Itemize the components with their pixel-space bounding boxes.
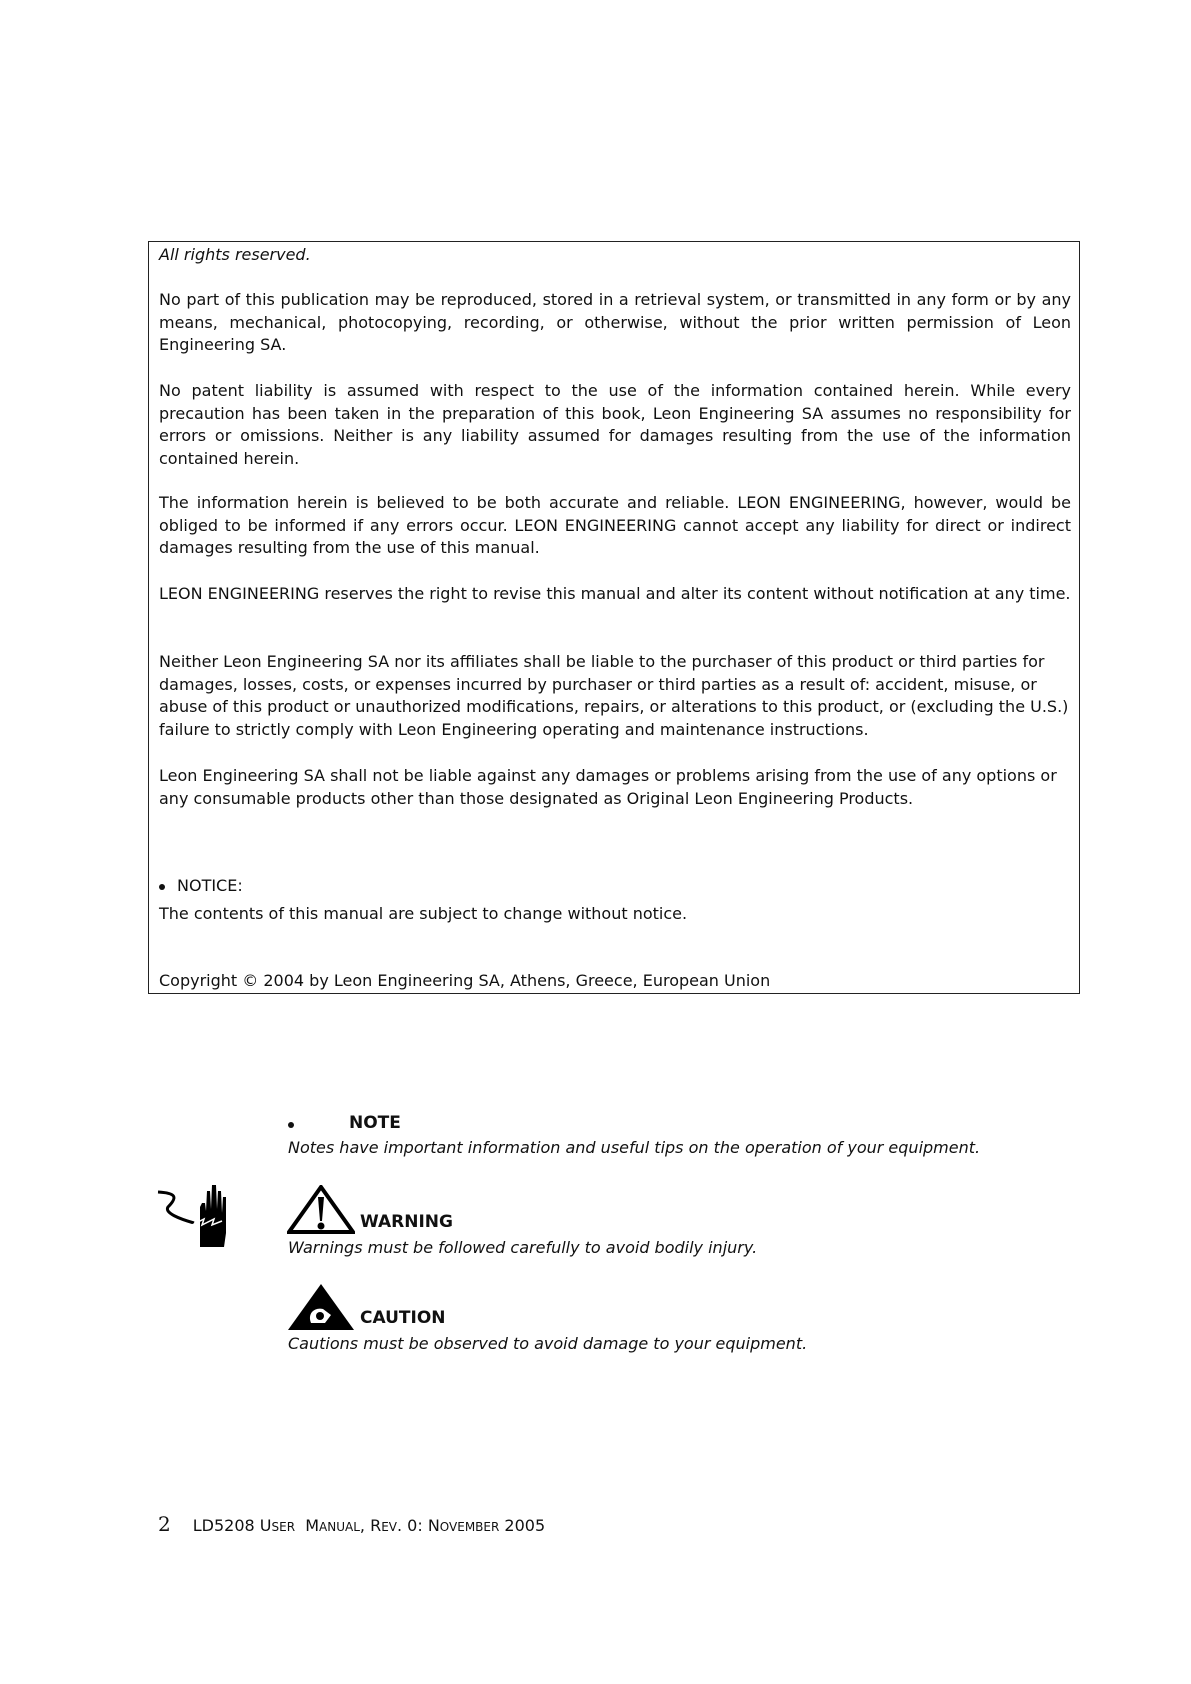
footer-text: U <box>259 1516 272 1535</box>
warning-label-text: WARNING <box>360 1212 453 1232</box>
paragraph: LEON ENGINEERING reserves the right to revise this manual and alter its content without notification at any time. <box>159 584 1071 603</box>
footer-text: M <box>305 1516 320 1535</box>
caution-label <box>360 1308 446 1328</box>
esd-caution-icon <box>287 1283 355 1331</box>
paragraph: The information herein is believed to be both accurate and reliable. LEON ENGINEERING, however, would be obliged to be informed if any errors occur. LEON ENGINEERING cannot accept any liability for direct or indirect damages resulting from the use of this manual. <box>159 493 1071 558</box>
page-number: 2 <box>158 1512 171 1536</box>
footer-text: . 0: <box>397 1516 428 1535</box>
copyright-box <box>148 241 1080 994</box>
bullet-icon <box>288 1122 294 1128</box>
footer-text: ANUAL <box>319 1520 360 1534</box>
caution-label-text: CAUTION <box>360 1308 446 1328</box>
footer-text: SER <box>271 1520 296 1534</box>
warning-label <box>360 1212 453 1232</box>
warning-triangle-icon <box>287 1185 355 1235</box>
footer-text: EV <box>381 1520 397 1534</box>
footer-text: N <box>427 1516 440 1535</box>
paragraph: Neither Leon Engineering SA nor its affiliates shall be liable to the purchaser of this product or third parties for damages, losses, costs, or expenses incurred by purchaser or third parties as a result of: accident, misuse, or abuse of this product or unauthorized modifications, repairs, or alterations to this product, or (excluding the U.S.) failure to strictly comply with Leon Engineering operating and maintenance instructions. <box>159 652 1069 740</box>
page-footer <box>158 1512 545 1536</box>
footer-text: 2005 <box>499 1516 546 1535</box>
footer-text: LD5208 <box>192 1516 260 1535</box>
copyright-line: Copyright © 2004 by Leon Engineering SA, Athens, Greece, European Union <box>159 971 771 990</box>
footer-text: OVEMBER <box>439 1520 500 1534</box>
caution-text: Cautions must be observed to avoid damage to your equipment. <box>288 1334 808 1353</box>
paragraph: No part of this publication may be reproduced, stored in a retrieval system, or transmitted in any form or by any means, mechanical, photocopying, recording, or otherwise, without the prior written permission of Leon Engineering SA. <box>159 290 1071 355</box>
notice-heading <box>159 875 1071 898</box>
note-label: NOTE <box>349 1113 401 1133</box>
electric-shock-hand-icon <box>156 1183 234 1249</box>
notice-text: The contents of this manual are subject to change without notice. <box>159 904 688 923</box>
warning-text: Warnings must be followed carefully to avoid bodily injury. <box>288 1238 758 1257</box>
footer-text: , R <box>359 1516 382 1535</box>
rights-reserved: All rights reserved. <box>159 245 311 264</box>
bullet-icon <box>159 884 165 890</box>
paragraph: Leon Engineering SA shall not be liable against any damages or problems arising from the use of any options or any consumable products other than those designated as Original Leon Engineering Products. <box>159 766 1057 808</box>
paragraph: No patent liability is assumed with respect to the use of the information contained herein. While every precaution has been taken in the preparation of this book, Leon Engineering SA assumes no responsibility for errors or omissions. Neither is any liability assumed for damages resulting from the use of the information contained herein. <box>159 381 1071 469</box>
note-text: Notes have important information and useful tips on the operation of your equipment. <box>288 1138 981 1157</box>
notice-label: NOTICE: <box>177 876 243 895</box>
note-block <box>288 1113 980 1157</box>
